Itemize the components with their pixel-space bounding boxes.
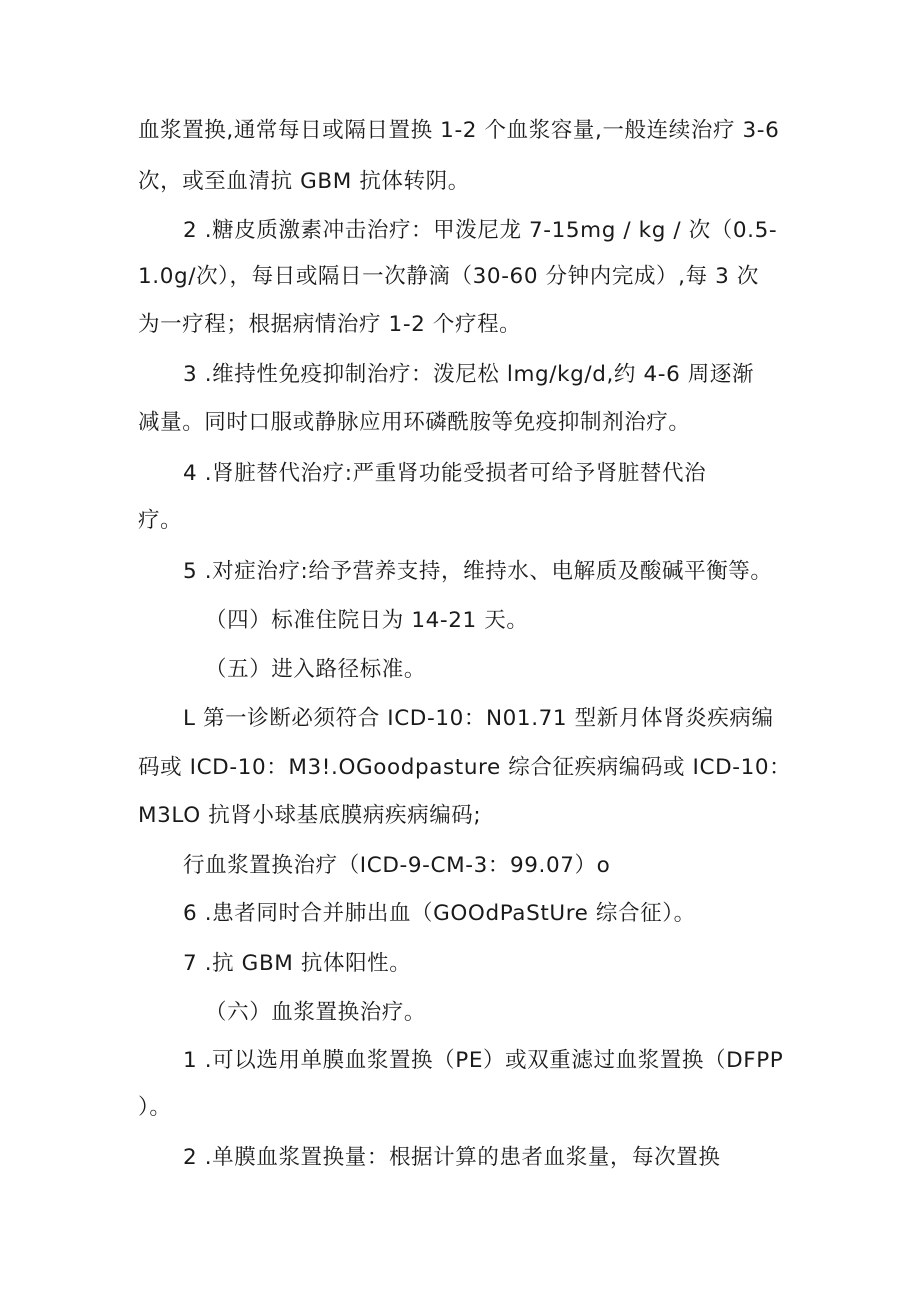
text-line: 5 .对症治疗:给予营养支持，维持水、电解质及酸碱平衡等。	[183, 559, 773, 584]
text-line: 次，或至血清抗 GBM 抗体转阴。	[138, 169, 470, 194]
section-heading: （四）标准住院日为 14-21 天。	[205, 608, 529, 633]
text-line: 码或 ICD-10：M3!.OGoodpasture 综合征疾病编码或 ICD-10：	[138, 755, 792, 780]
text-line: 为一疗程；根据病情治疗 1-2 个疗程。	[138, 312, 522, 337]
text-line: 2 .糖皮质激素冲击治疗：甲泼尼龙 7-15mg / kg / 次（0.5-	[183, 218, 778, 243]
text-line: 行血浆置换治疗（ICD-9-CM-3：99.07）o	[183, 853, 611, 878]
text-line: 减量。同时口服或静脉应用环磷酰胺等免疫抑制剂治疗。	[138, 410, 691, 435]
text-line: 2 .单膜血浆置换量：根据计算的患者血浆量，每次置换	[183, 1145, 721, 1170]
text-line: L 第一诊断必须符合 ICD-10：N01.71 型新月体肾炎疾病编	[183, 706, 774, 731]
text-line: 7 .抗 GBM 抗体阳性。	[183, 951, 412, 976]
text-line: 疗。	[138, 508, 183, 533]
text-line: M3LO 抗肾小球基底膜病疾病编码;	[138, 803, 482, 828]
text-line: 4 .肾脏替代治疗:严重肾功能受损者可给予肾脏替代治	[183, 461, 707, 486]
text-line: 血浆置换,通常每日或隔日置换 1-2 个血浆容量,一般连续治疗 3-6	[138, 118, 780, 143]
text-line: ）。	[138, 1095, 172, 1120]
section-heading: （六）血浆置换治疗。	[205, 1000, 427, 1025]
section-heading: （五）进入路径标准。	[205, 657, 427, 682]
text-line: 1 .可以选用单膜血浆置换（PE）或双重滤过血浆置换（DFPP	[183, 1048, 784, 1073]
text-line: 6 .患者同时合并肺出血（GOOdPaStUre 综合征）。	[183, 901, 696, 926]
text-line: 1.0g/次），每日或隔日一次静滴（30-60 分钟内完成）,每 3 次	[138, 264, 759, 289]
text-line: 3 .维持性免疫抑制治疗：泼尼松 lmg/kg/d,约 4-6 周逐渐	[183, 362, 755, 387]
